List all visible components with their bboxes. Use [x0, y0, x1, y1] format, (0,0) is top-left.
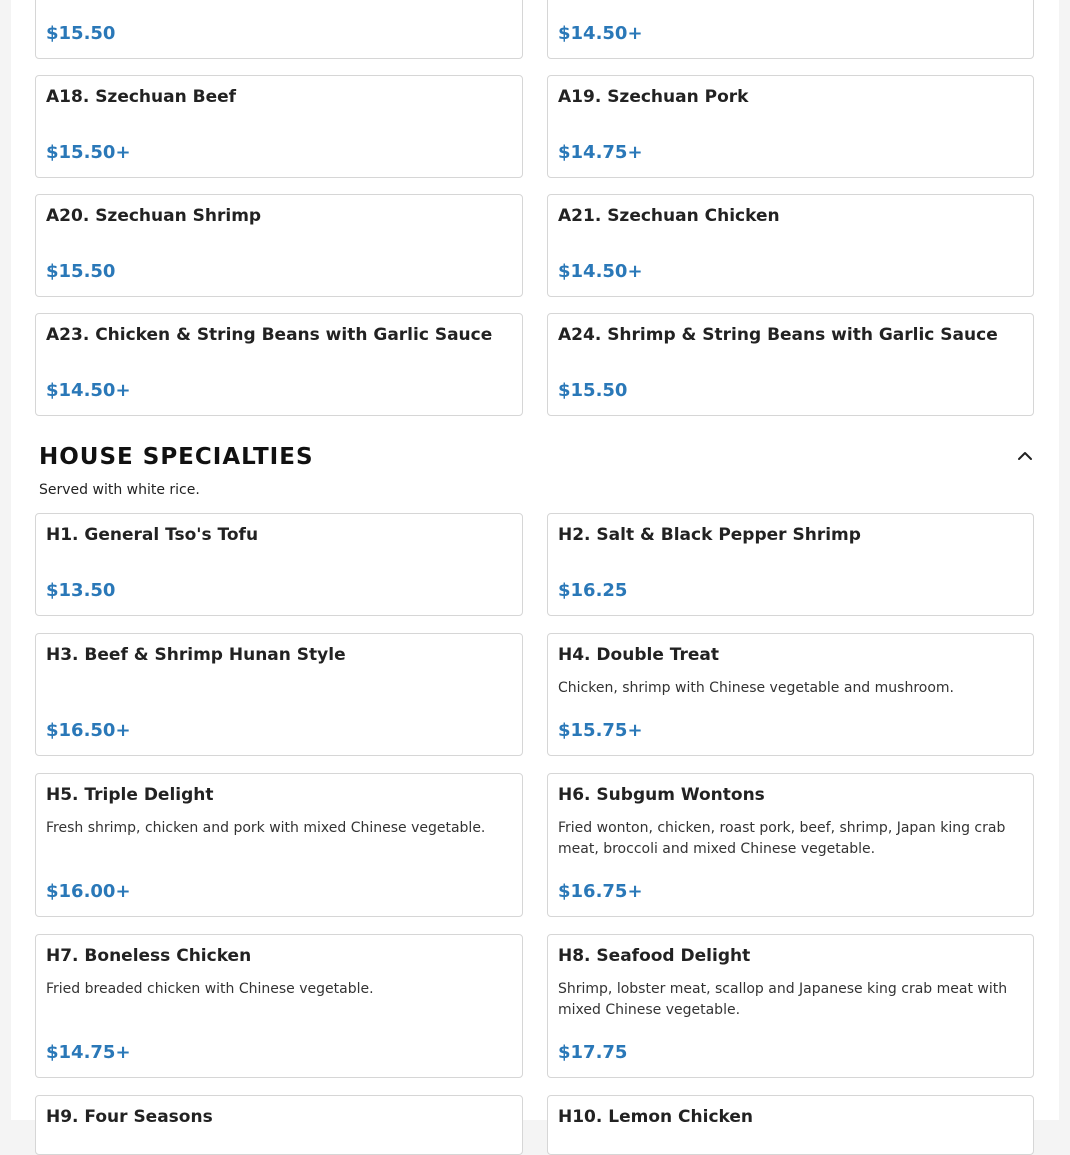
menu-item-price: $14.50+	[558, 23, 643, 44]
menu-item-description: Fried wonton, chicken, roast pork, beef, shrimp, Japan king crab meat, broccoli and mixed Chinese vegetable.	[558, 820, 1006, 857]
menu-item-card[interactable]	[35, 934, 523, 1078]
menu-item-price: $14.50+	[46, 380, 131, 401]
menu-item-price: $15.50	[46, 261, 116, 282]
menu-item-name: H4. Double Treat	[558, 645, 720, 665]
menu-item-card[interactable]	[547, 633, 1034, 756]
menu-item-price: $16.50+	[46, 720, 131, 741]
menu-item-price: $14.50+	[558, 261, 643, 282]
menu-item-card[interactable]	[35, 773, 523, 917]
menu-item-name: A18. Szechuan Beef	[46, 87, 237, 107]
menu-item-description: Shrimp, lobster meat, scallop and Japanese king crab meat with mixed Chinese vegetable.	[558, 981, 1008, 1018]
menu-item-price: $17.75	[558, 1042, 628, 1063]
section-title: HOUSE SPECIALTIES	[39, 444, 314, 470]
menu-item-price: $16.25	[558, 580, 628, 601]
menu-item-description: Fresh shrimp, chicken and pork with mixed Chinese vegetable.	[46, 820, 486, 836]
menu-item-price: $15.50	[558, 380, 628, 401]
menu-item-name: A20. Szechuan Shrimp	[46, 206, 262, 226]
section-note: Served with white rice.	[39, 482, 200, 498]
menu-item-card[interactable]	[547, 934, 1034, 1078]
menu-item-name: H8. Seafood Delight	[558, 946, 751, 966]
menu-item-price: $13.50	[46, 580, 116, 601]
menu-item-name: H2. Salt & Black Pepper Shrimp	[558, 525, 861, 545]
menu-item-name: H6. Subgum Wontons	[558, 785, 765, 805]
menu-item-card[interactable]	[35, 194, 523, 297]
menu-item-name: H1. General Tso's Tofu	[46, 525, 259, 545]
menu-grid-house-specialties	[35, 513, 1034, 1155]
menu-item-card[interactable]	[35, 0, 523, 59]
menu-item-name: H3. Beef & Shrimp Hunan Style	[46, 645, 346, 665]
menu-item-card[interactable]	[35, 75, 523, 178]
menu-item-price: $14.75+	[46, 1042, 131, 1063]
menu-item-card[interactable]	[35, 633, 523, 756]
menu-item-card[interactable]	[547, 1095, 1034, 1155]
section-header	[39, 440, 1039, 500]
menu-item-card[interactable]	[547, 313, 1034, 416]
chevron-up-icon	[1017, 451, 1033, 461]
menu-item-name: A24. Shrimp & String Beans with Garlic Sauce	[558, 325, 998, 345]
menu-item-card[interactable]	[547, 773, 1034, 917]
menu-item-name: H9. Four Seasons	[46, 1107, 213, 1127]
menu-page	[11, 0, 1059, 1127]
menu-item-name: A21. Szechuan Chicken	[558, 206, 780, 226]
menu-item-card[interactable]	[547, 513, 1034, 616]
menu-item-price: $15.50	[46, 23, 116, 44]
menu-item-name: H5. Triple Delight	[46, 785, 214, 805]
menu-item-name: H10. Lemon Chicken	[558, 1107, 754, 1127]
menu-item-card[interactable]	[35, 1095, 523, 1155]
menu-grid-previous	[35, 0, 1034, 416]
menu-item-card[interactable]	[547, 0, 1034, 59]
menu-item-card[interactable]	[547, 75, 1034, 178]
menu-item-price: $14.75+	[558, 142, 643, 163]
menu-item-price: $16.75+	[558, 881, 643, 902]
menu-item-card[interactable]	[35, 313, 523, 416]
menu-item-price: $15.50+	[46, 142, 131, 163]
collapse-section-button[interactable]	[1011, 442, 1039, 470]
menu-item-card[interactable]	[35, 513, 523, 616]
menu-item-description: Fried breaded chicken with Chinese vegetable.	[46, 981, 374, 997]
menu-item-name: A19. Szechuan Pork	[558, 87, 749, 107]
menu-item-price: $16.00+	[46, 881, 131, 902]
menu-item-name: H7. Boneless Chicken	[46, 946, 252, 966]
menu-item-price: $15.75+	[558, 720, 643, 741]
menu-item-card[interactable]	[547, 194, 1034, 297]
menu-item-name: A23. Chicken & String Beans with Garlic Sauce	[46, 325, 493, 345]
menu-item-description: Chicken, shrimp with Chinese vegetable and mushroom.	[558, 680, 954, 696]
